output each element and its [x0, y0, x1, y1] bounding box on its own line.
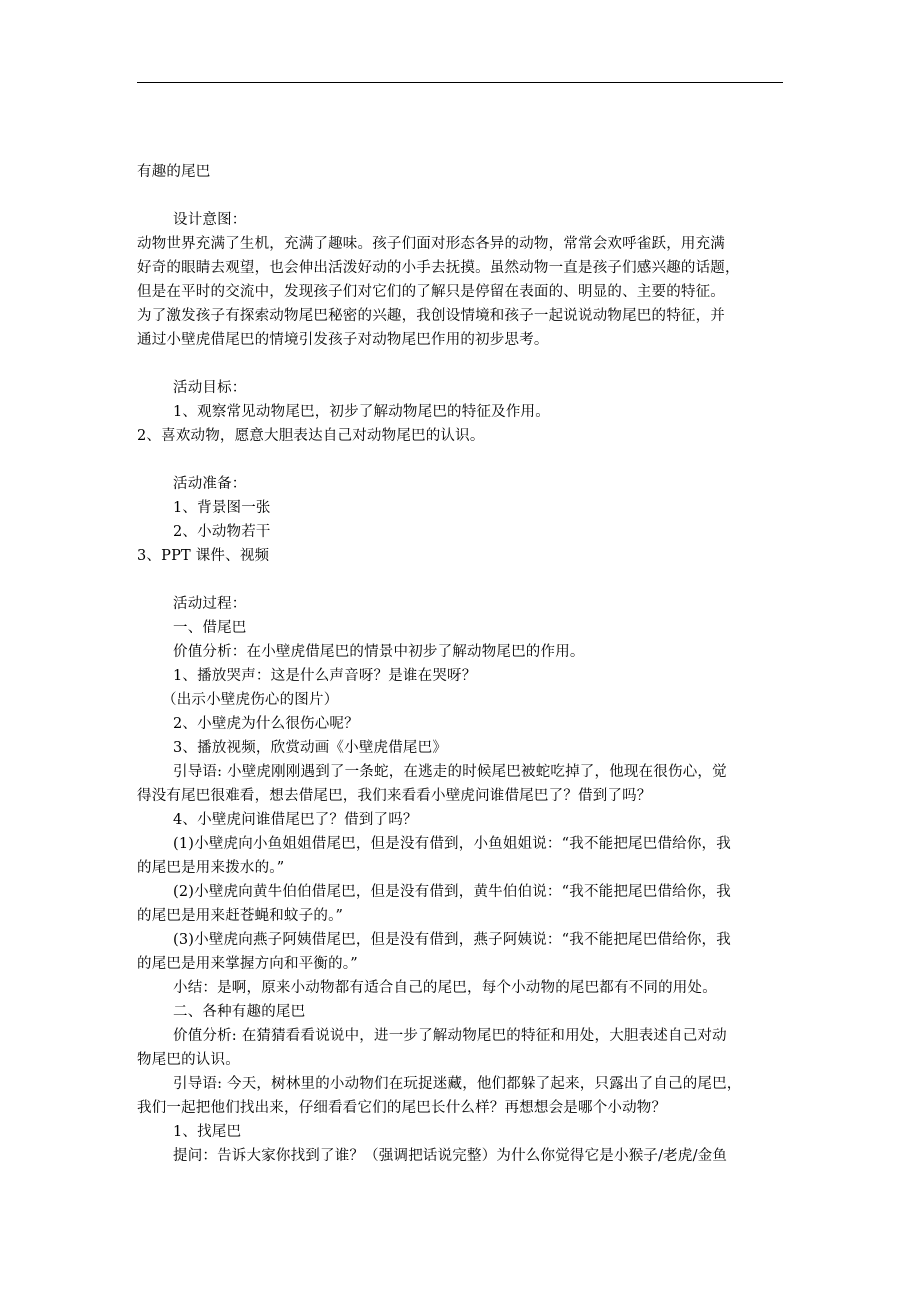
process-line: 提问：告诉大家你找到了谁？（强调把话说完整）为什么你觉得它是小猴子/老虎/金鱼 — [173, 1148, 728, 1164]
process-line: 2、小壁虎为什么很伤心呢？ — [173, 716, 359, 732]
section-heading: 二、各种有趣的尾巴 — [173, 1004, 306, 1020]
section-heading: 一、借尾巴 — [173, 620, 247, 636]
process-line: 小结：是啊，原来小动物都有适合自己的尾巴，每个小动物的尾巴都有不同的用处。 — [173, 980, 717, 996]
process-line: 价值分析：在小壁虎借尾巴的情景中初步了解动物尾巴的作用。 — [173, 644, 585, 660]
goal-item: 2、喜欢动物，愿意大胆表达自己对动物尾巴的认识。 — [137, 428, 485, 444]
process-line: 的尾巴是用来掌握方向和平衡的。” — [137, 956, 358, 972]
process-line: 1、找尾巴 — [173, 1124, 242, 1140]
process-line: 4、小壁虎问谁借尾巴了？借到了吗？ — [173, 812, 418, 828]
process-line: 引导语: 小壁虎刚刚遇到了一条蛇，在逃走的时候尾巴被蛇吃掉了，他现在很伤心，觉 — [173, 764, 727, 780]
goal-item: 1、观察常见动物尾巴，初步了解动物尾巴的特征及作用。 — [173, 404, 550, 420]
design-text-line: 好奇的眼睛去观望，也会伸出活泼好动的小手去抚摸。虽然动物一直是孩子们感兴趣的话题， — [137, 260, 740, 276]
prep-item: 1、背景图一张 — [173, 500, 271, 516]
process-line: 物尾巴的认识。 — [137, 1052, 240, 1068]
process-line: 引导语: 今天，树林里的小动物们在玩捉迷藏，他们都躲了起来，只露出了自己的尾巴， — [173, 1076, 742, 1092]
prep-item: 2、小动物若干 — [173, 524, 271, 540]
process-line: 我们一起把他们找出来，仔细看看它们的尾巴长什么样？再想想会是哪个小动物？ — [137, 1100, 667, 1116]
process-line: 3、播放视频，欣赏动画《小壁虎借尾巴》 — [173, 740, 448, 756]
design-text-line: 为了激发孩子有探索动物尾巴秘密的兴趣，我创设情境和孩子一起说说动物尾巴的特征，并 — [137, 308, 725, 324]
process-line: （出示小壁虎伤心的图片） — [162, 692, 339, 708]
header-rule — [137, 82, 783, 83]
design-text-line: 通过小壁虎借尾巴的情境引发孩子对动物尾巴作用的初步思考。 — [137, 332, 549, 348]
process-line: 得没有尾巴很难看，想去借尾巴，我们来看看小壁虎问谁借尾巴了？借到了吗？ — [137, 788, 652, 804]
process-heading: 活动过程： — [173, 596, 247, 612]
design-text-line: 但是在平时的交流中，发现孩子们对它们的了解只是停留在表面的、明显的、主要的特征。 — [137, 284, 725, 300]
design-heading: 设计意图： — [173, 212, 247, 228]
process-line: 价值分析: 在猜猜看看说说中，进一步了解动物尾巴的特征和用处，大胆表述自己对动 — [173, 1028, 727, 1044]
process-line: (1)小壁虎向小鱼姐姐借尾巴，但是没有借到，小鱼姐姐说：“我不能把尾巴借给你，我 — [173, 836, 731, 852]
prep-item: 3、PPT 课件、视频 — [137, 548, 270, 564]
prep-heading: 活动准备： — [173, 476, 247, 492]
process-line: 的尾巴是用来拨水的。” — [137, 860, 285, 876]
goals-heading: 活动目标： — [173, 380, 247, 396]
process-line: 的尾巴是用来赶苍蝇和蚊子的。” — [137, 908, 344, 924]
document-title: 有趣的尾巴 — [137, 164, 211, 180]
process-line: (3)小壁虎向燕子阿姨借尾巴，但是没有借到，燕子阿姨说：“我不能把尾巴借给你，我 — [173, 932, 731, 948]
process-line: 1、播放哭声：这是什么声音呀？是谁在哭呀？ — [173, 668, 477, 684]
design-text-line: 动物世界充满了生机，充满了趣味。孩子们面对形态各异的动物，常常会欢呼雀跃，用充满 — [137, 236, 725, 252]
process-line: (2)小壁虎向黄牛伯伯借尾巴，但是没有借到，黄牛伯伯说：“我不能把尾巴借给你，我 — [173, 884, 731, 900]
